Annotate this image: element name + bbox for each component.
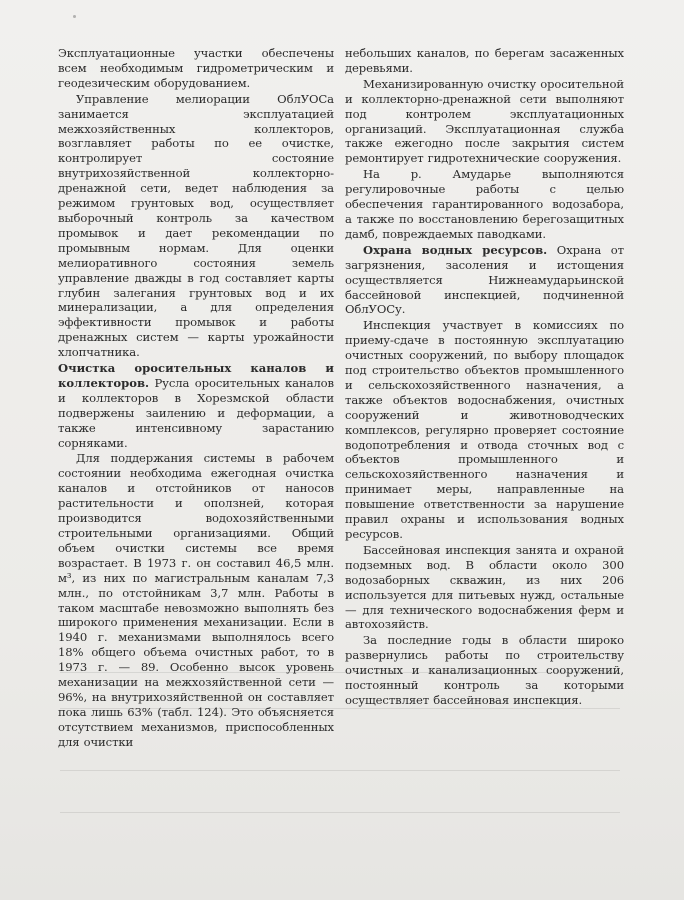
paragraph-inspection: Инспекция участвует в комиссиях по приему-сдаче в постоянную эксплуатацию очистных сооружений, по выбору площадок под строительство объектов промышленного и сельскохозяйственного назначения, а также объектов водоснабжения, очистных сооружений и животноводческих комплексов, регулярно проверяет состояние водопотребления и отвода сточных вод с объектов промышленного и сельскохозяйственного назначения и принимает меры, направленные на повышение ответственности за нарушение правил охраны и использования водных ресурсов.	[345, 318, 624, 541]
paragraph-melioration-management: Управление мелиорации ОблУОСа занимается эксплуатацией межхозяйственных коллекторов, возглавляет работы по ее очистке, контролирует состояние внутрихозяйственной коллекторно-дренажной сети, ведет наблюдения за режимом грунтовых вод, осуществляет выборочный контроль за качеством промывок и дает рекомендации по промывным нормам. Для оценки мелиоративного состояния земель управление дважды в год составляет карты глубин залегания грунтовых вод и их минерализации, а для определения эффективности промывок и работы дренажных систем — карты урожайности хлопчатника.	[58, 91, 334, 360]
paragraph-mechanized-cleaning: Механизированную очистку оросительной и коллекторно-дренажной сети выполняют под контролем эксплуатационных организаций. Эксплуатационная служба также ежегодно после закрытия систем ремонтирует гидротехнические сооружения.	[345, 76, 624, 166]
section-heading-canal-cleaning: Очистка оросительных каналов и коллекторов.	[58, 361, 334, 390]
paragraph-amudarya: На р. Амударье выполняются регулировочные работы с целью обеспечения гарантированного водозабора, а также по восстановлению берегозащитных дамб, повреждаемых паводками.	[345, 167, 624, 241]
paragraph-equipment: Эксплуатационные участки обеспечены всем необходимым гидрометрическим и геодезическим оборудованием.	[58, 46, 334, 90]
paragraph-continued: небольших каналов, по берегам засаженных деревьями.	[345, 46, 624, 75]
bleed-through-rule	[60, 770, 620, 771]
right-column	[345, 46, 624, 709]
section-canal-cleaning	[58, 361, 334, 450]
bleed-through-rule	[60, 812, 620, 813]
paragraph-maintenance: Для поддержания системы в рабочем состоянии необходима ежегодная очистка каналов и отстойников от наносов растительности и оползней, которая производится водохозяйственными строительными организациями. Общий объем очистки системы все время возрастает. В 1973 г. он составил 46,5 млн. м³, из них по магистральным каналам 7,3 млн., по отстойникам 3,7 млн. Работы в таком масштабе невозможно выполнять без широкого применения механизации. Если в 1940 г. механизмами выполнялось всего 18% общего объема очистных работ, то в 1973 г. — 89. Особенно высок уровень механизации на межхозяйственной сети — 96%, на внутрихозяйственной он составляет пока лишь 63% (табл. 124). Это объясняется отсутствием механизмов, приспособленных для очистки	[58, 451, 334, 749]
section-text-water-protection: Охрана от загрязнения, засоления и истощения осуществляется Нижнеамударьинской бассейновой инспекцией, подчиненной ОблУОСу.	[345, 242, 624, 317]
paragraph-recent-works: За последние годы в области широко развернулись работы по строительству очистных и канализационных сооружений, постоянный контроль за которыми осуществляет бассейновая инспекция.	[345, 633, 624, 707]
section-water-protection	[345, 243, 624, 318]
left-column	[58, 46, 334, 751]
paper-speck	[73, 15, 76, 18]
section-text-canal-cleaning: Русла оросительных каналов и коллекторов в Хорезмской области подвержены заилению и деформации, а также интенсивному зарастанию сорняками.	[58, 375, 334, 450]
section-heading-water-protection: Охрана водных ресурсов.	[363, 242, 548, 257]
paragraph-groundwater: Бассейновая инспекция занята и охраной подземных вод. В области около 300 водозаборных скважин, из них 206 используется для питьевых нужд, остальные — для технического водоснабжения ферм и автохозяйств.	[345, 542, 624, 632]
